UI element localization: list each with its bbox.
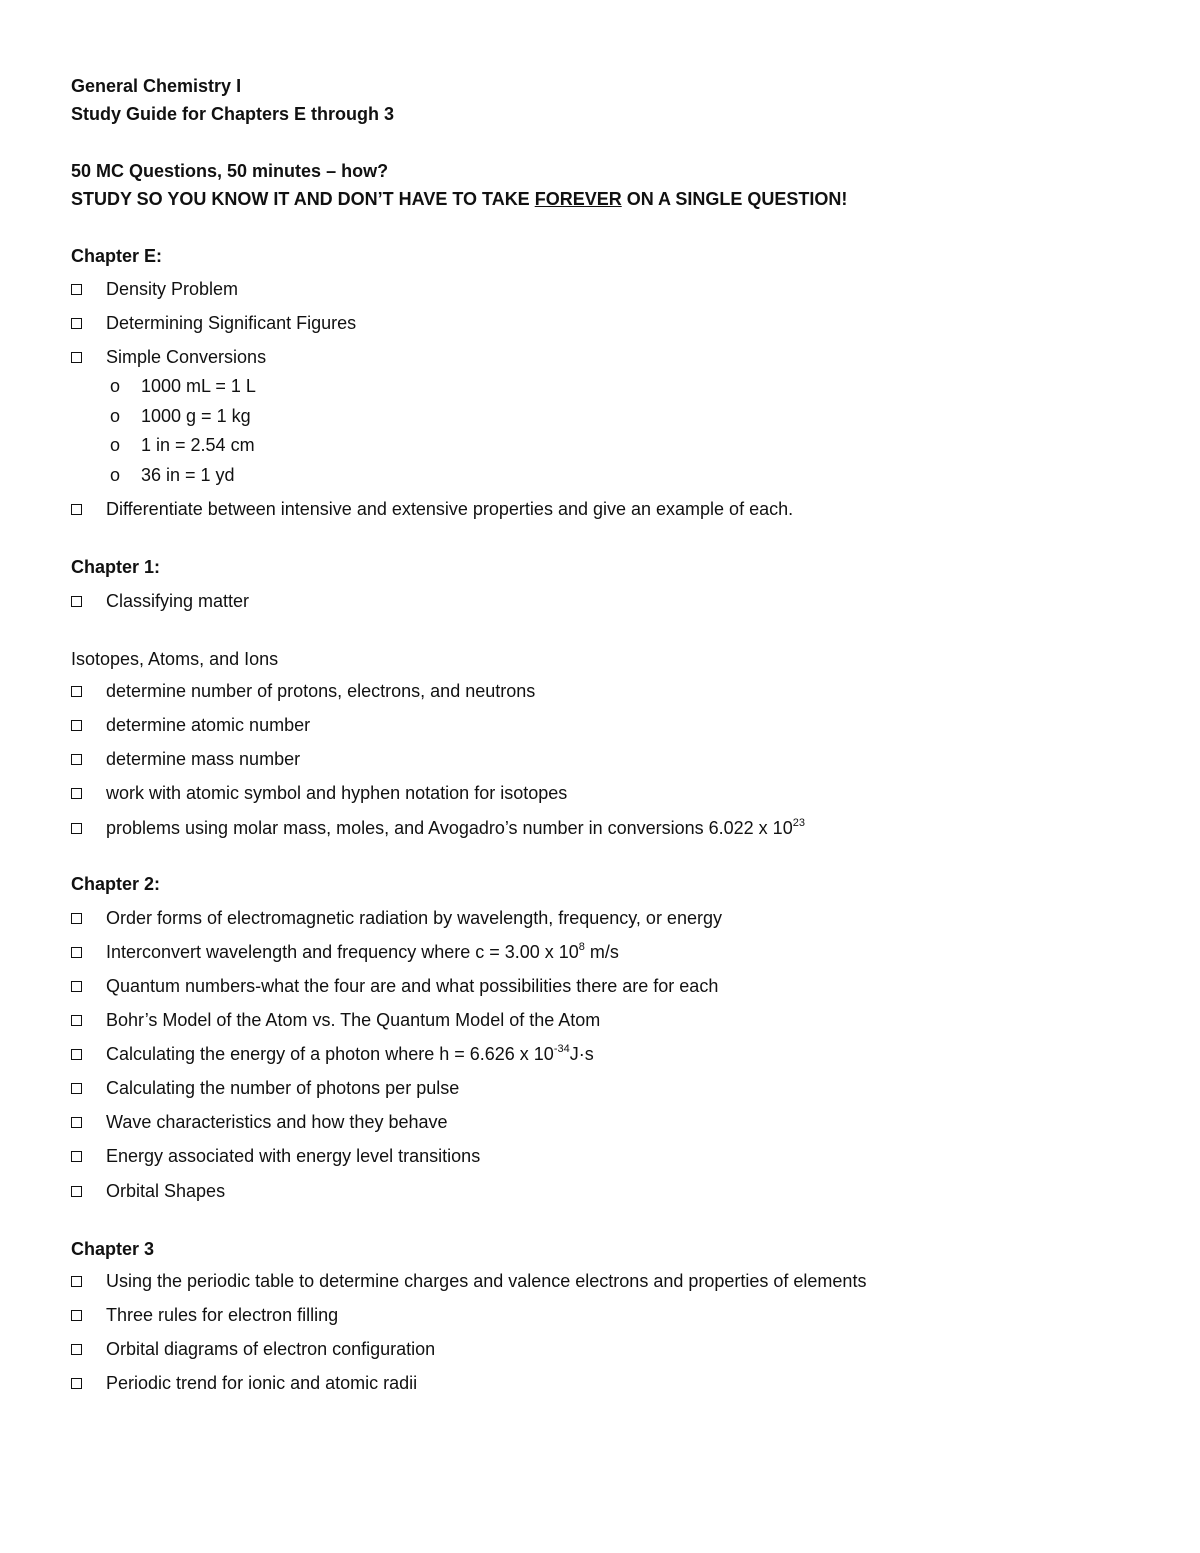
list-item-text: Bohr’s Model of the Atom vs. The Quantum Model of the Atom [106, 1010, 601, 1030]
list-item-text: Orbital Shapes [106, 1181, 226, 1201]
list-item [71, 278, 238, 300]
sub-list-item-text: 1000 mL = 1 L [141, 376, 256, 396]
list-item-text: Using the periodic table to determine charges and valence electrons and properties of elements [106, 1271, 867, 1291]
sub-list-item [71, 464, 471, 486]
exponent: 8 [578, 941, 585, 953]
list-item [71, 748, 300, 770]
checkbox-icon [71, 823, 82, 834]
checkbox-icon [71, 788, 82, 799]
list-item [71, 941, 619, 963]
checkbox-icon [71, 1378, 82, 1389]
list-item-text: determine atomic number [106, 715, 311, 735]
sub-list-item [71, 405, 471, 427]
list-item-text: determine mass number [106, 749, 301, 769]
sub-list-item-text: 36 in = 1 yd [141, 465, 235, 485]
list-item-text: Density Problem [106, 279, 239, 299]
list-item-text: Simple Conversions [106, 347, 267, 367]
intro-line-2-post: ON A SINGLE QUESTION! [621, 189, 848, 209]
list-item-text: Order forms of electromagnetic radiation by wavelength, frequency, or energy [106, 908, 722, 928]
checkbox-icon [71, 284, 82, 295]
checkbox-icon [71, 913, 82, 924]
checkbox-icon [71, 1049, 82, 1060]
checkbox-icon [71, 1151, 82, 1162]
chapter-3-heading: Chapter 3 [71, 1239, 155, 1259]
exponent: -34 [553, 1043, 570, 1055]
checkbox-icon [71, 1310, 82, 1321]
chapter-2-heading: Chapter 2: [71, 874, 161, 894]
list-item [71, 1043, 594, 1065]
list-item [71, 782, 567, 804]
list-item [71, 1077, 459, 1099]
list-item-text: Differentiate between intensive and extensive properties and give an example of each. [106, 499, 794, 519]
list-item [71, 1111, 448, 1133]
list-item-text: Interconvert wavelength and frequency where c = 3.00 x 10 [106, 942, 579, 962]
list-item [71, 714, 310, 736]
checkbox-icon [71, 352, 82, 363]
list-item [71, 975, 718, 997]
list-item-text: Quantum numbers-what the four are and what possibilities there are for each [106, 976, 719, 996]
sub-list-item-text: 1000 g = 1 kg [141, 406, 251, 426]
checkbox-icon [71, 981, 82, 992]
list-item [71, 1145, 480, 1167]
list-item [71, 590, 249, 612]
checkbox-icon [71, 720, 82, 731]
list-item [71, 1338, 435, 1360]
chapter-e-heading: Chapter E: [71, 246, 163, 266]
checkbox-icon [71, 947, 82, 958]
list-item-text: Classifying matter [106, 591, 250, 611]
list-item [71, 1180, 225, 1202]
list-item [71, 1304, 338, 1326]
list-item-text: Three rules for electron filling [106, 1305, 339, 1325]
list-item-text: Periodic trend for ionic and atomic radii [106, 1373, 418, 1393]
intro-line-2-emphasis: FOREVER [534, 189, 622, 209]
list-item-text: work with atomic symbol and hyphen notation for isotopes [106, 783, 568, 803]
list-item [71, 1270, 866, 1292]
list-item [71, 1372, 417, 1394]
document-subtitle: Study Guide for Chapters E through 3 [71, 104, 395, 124]
checkbox-icon [71, 1083, 82, 1094]
checkbox-icon [71, 1015, 82, 1026]
circle-bullet-icon: o [110, 465, 121, 485]
list-item-text: Wave characteristics and how they behave [106, 1112, 448, 1132]
list-item-text: Orbital diagrams of electron configuration [106, 1339, 436, 1359]
list-item [71, 312, 356, 334]
list-item [71, 680, 535, 702]
sub-list-item [71, 375, 471, 397]
list-item [71, 817, 805, 839]
exponent: 23 [792, 817, 805, 829]
list-item [71, 907, 722, 929]
list-item-text: Calculating the energy of a photon where h = 6.626 x 10 [106, 1044, 554, 1064]
circle-bullet-icon: o [110, 376, 121, 396]
list-item-text-suffix: m/s [584, 942, 619, 962]
checkbox-icon [71, 504, 82, 515]
checkbox-icon [71, 1117, 82, 1128]
list-item-text: problems using molar mass, moles, and Avogadro’s number in conversions 6.022 x 10 [106, 818, 793, 838]
sub-list-item-text: 1 in = 2.54 cm [141, 435, 255, 455]
list-item-text: Determining Significant Figures [106, 313, 357, 333]
circle-bullet-icon: o [110, 435, 121, 455]
list-item [71, 346, 266, 368]
checkbox-icon [71, 596, 82, 607]
checkbox-icon [71, 686, 82, 697]
list-item-text: Calculating the number of photons per pulse [106, 1078, 460, 1098]
intro-line-2-pre: STUDY SO YOU KNOW IT AND DON’T HAVE TO TAKE [71, 189, 535, 209]
circle-bullet-icon: o [110, 406, 121, 426]
list-item-text-suffix: J·s [569, 1044, 594, 1064]
list-item [71, 1009, 600, 1031]
chapter-1-heading: Chapter 1: [71, 557, 161, 577]
sub-list-item [71, 434, 471, 456]
checkbox-icon [71, 1344, 82, 1355]
document-title: General Chemistry I [71, 76, 242, 96]
checkbox-icon [71, 1186, 82, 1197]
checkbox-icon [71, 1276, 82, 1287]
isotopes-subheading: Isotopes, Atoms, and Ions [71, 649, 279, 669]
intro-line-1: 50 MC Questions, 50 minutes – how? [71, 161, 389, 181]
list-item-text: determine number of protons, electrons, and neutrons [106, 681, 536, 701]
list-item [71, 498, 793, 520]
intro-line-2 [71, 188, 847, 210]
checkbox-icon [71, 318, 82, 329]
list-item-text: Energy associated with energy level transitions [106, 1146, 481, 1166]
checkbox-icon [71, 754, 82, 765]
